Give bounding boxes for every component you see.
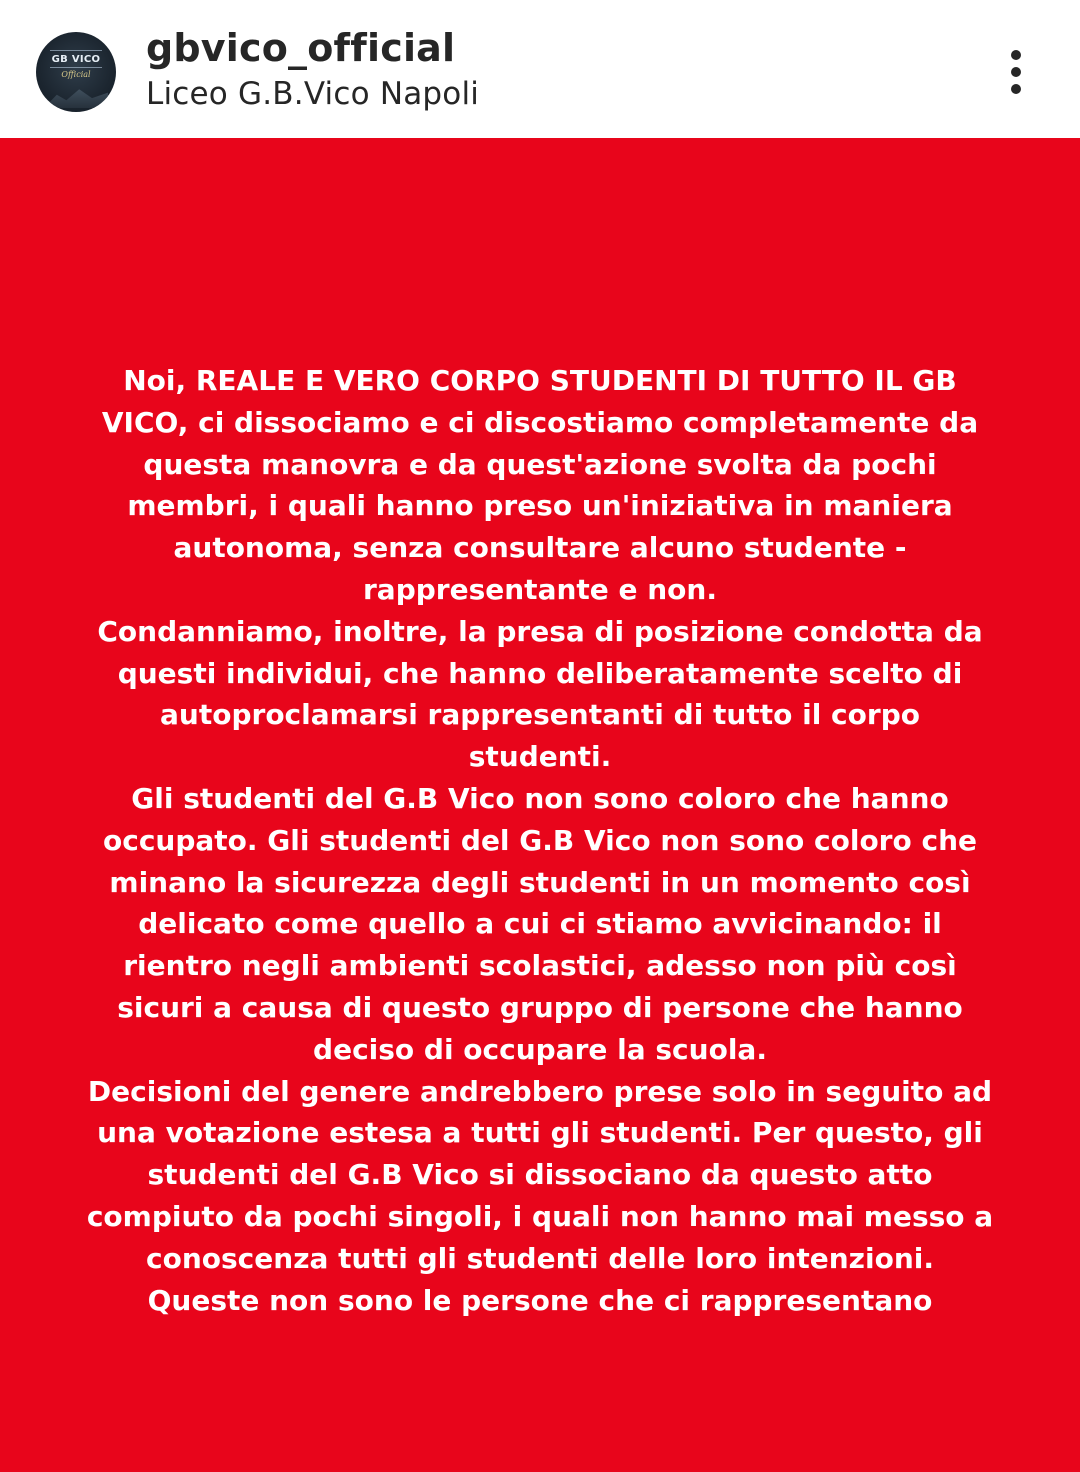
more-dot: [1011, 50, 1021, 60]
post-statement-text: Noi, REALE E VERO CORPO STUDENTI DI TUTTO IL GB VICO, ci dissociamo e ci discostiamo completamente da questa manovra e da quest'azione svolta da pochi membri, i quali hanno preso un'iniziativa in maniera autonoma, senza consultare alcuno studente - rappresentante e non. Condanniamo, inoltre, la presa di posizione condotta da questi individui, che hanno deliberatamente scelto di autoproclamarsi rappresentanti di tutto il corpo studenti. Gli studenti del G.B Vico non sono coloro che hanno occupato. Gli studenti del G.B Vico non sono coloro che minano la sicurezza degli studenti in un momento così delicato come quello a cui ci stiamo avvicinando: il rientro negli ambienti scolastici, adesso non più così sicuri a causa di questo gruppo di persone che hanno deciso di occupare la scuola. Decisioni del genere andrebbero prese solo in seguito ad una votazione estesa a tutti gli studenti. Per questo, gli studenti del G.B Vico si dissociano da questo atto compiuto da pochi singoli, i quali non hanno mai messo a conoscenza tutti gli studenti delle loro intenzioni. Queste non sono le persone che ci rappresentano: [86, 364, 994, 1317]
location-link[interactable]: Liceo G.B.Vico Napoli: [146, 76, 480, 112]
avatar-divider-top: [50, 50, 102, 51]
avatar-brand-text: GB VICO: [51, 54, 101, 65]
more-dot: [1011, 67, 1021, 77]
avatar-mountain-graphic: [44, 86, 108, 108]
more-options-button[interactable]: [996, 46, 1036, 98]
avatar-divider-bottom: [50, 67, 102, 68]
avatar-script-text: Official: [61, 70, 91, 79]
post-header: [0, 0, 1080, 138]
username-link[interactable]: gbvico_official: [146, 26, 456, 70]
post-image[interactable]: [0, 138, 1080, 1472]
more-dot: [1011, 84, 1021, 94]
avatar[interactable]: [36, 32, 116, 112]
